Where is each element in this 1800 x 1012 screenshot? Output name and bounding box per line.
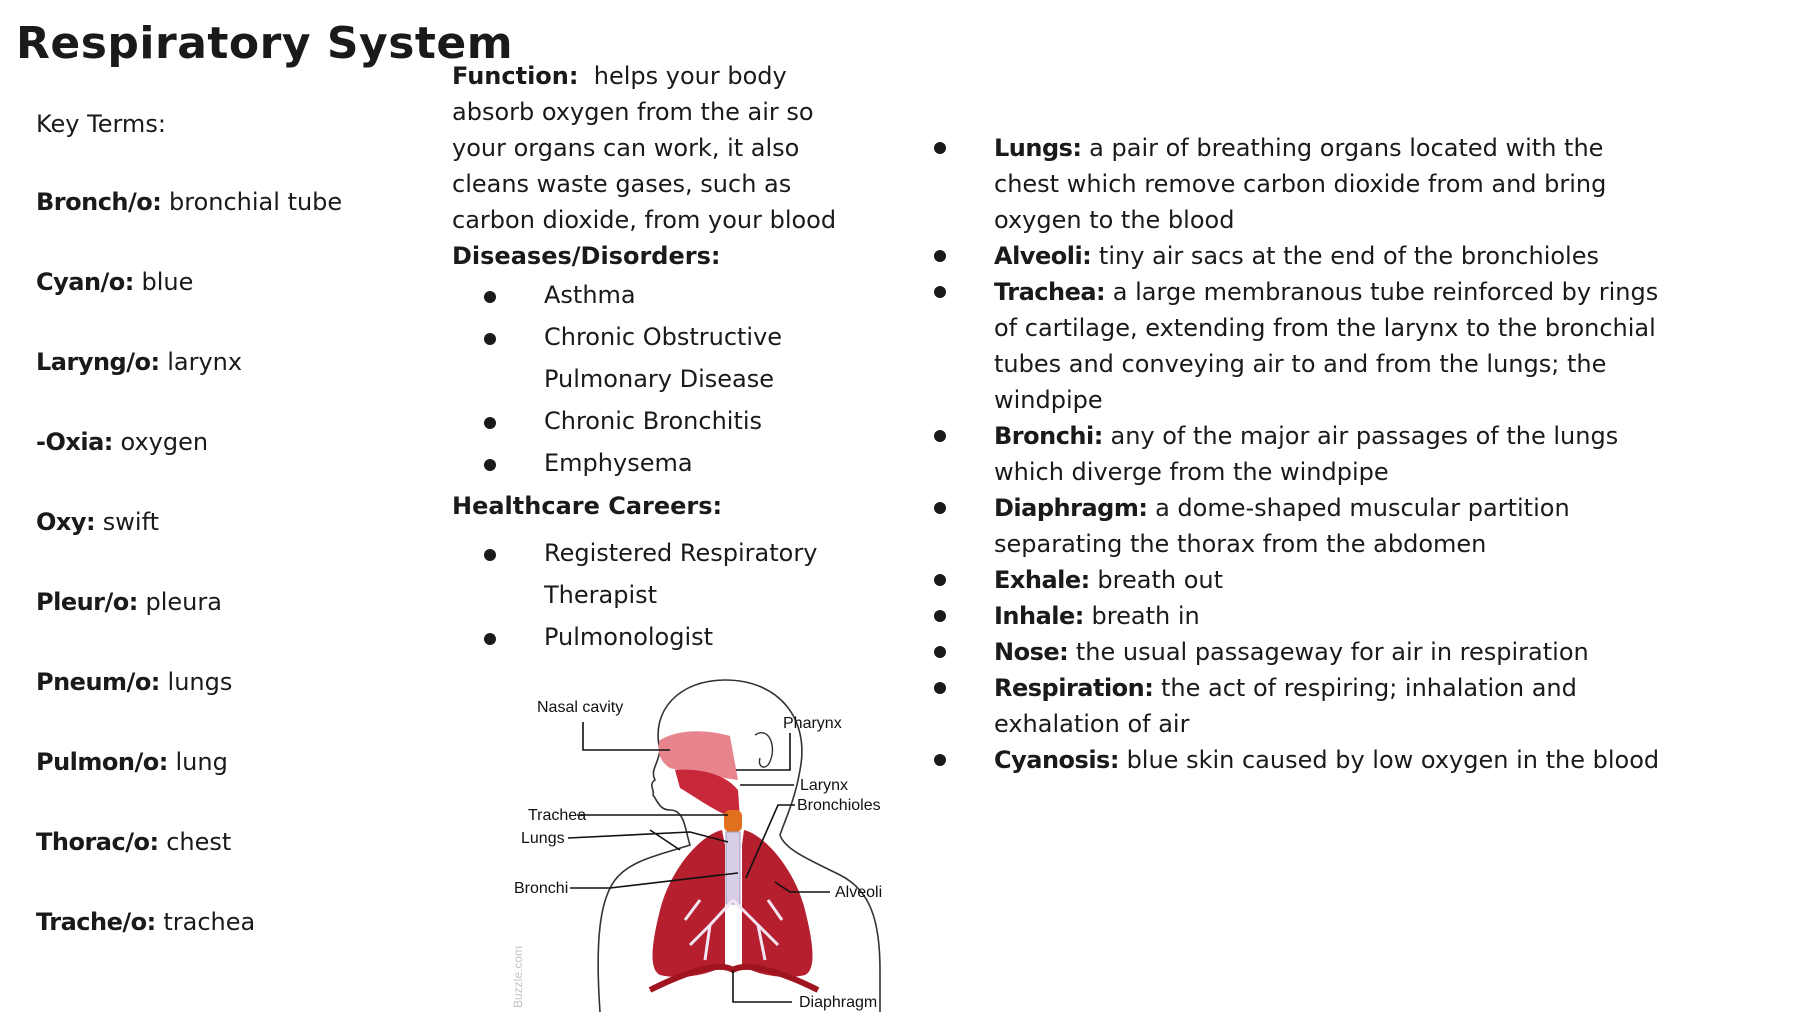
key-term bbox=[36, 588, 222, 616]
glossary-term: Diaphragm: bbox=[994, 494, 1148, 522]
glossary-definition: blue skin caused by low oxygen in the blood bbox=[1126, 746, 1660, 774]
disease-name: Emphysema bbox=[544, 449, 693, 477]
key-term-definition: swift bbox=[102, 508, 160, 536]
key-term bbox=[36, 188, 342, 216]
disease-name: Chronic Obstructive bbox=[544, 323, 783, 351]
key-term-definition: lungs bbox=[167, 668, 233, 696]
key-term bbox=[36, 508, 159, 536]
glossary-definition: tiny air sacs at the end of the bronchioles bbox=[1098, 242, 1599, 270]
glossary-term: Bronchi: bbox=[994, 422, 1103, 450]
glossary-definition: breath in bbox=[1091, 602, 1200, 630]
ear-icon bbox=[755, 733, 772, 767]
glossary-column bbox=[932, 130, 1662, 778]
label-lungs: Lungs bbox=[521, 830, 565, 847]
glossary-definition: a dome-shaped muscular partition separating the thorax from the abdomen bbox=[994, 494, 1570, 558]
glossary-item bbox=[932, 490, 1662, 562]
glossary-item bbox=[932, 634, 1662, 670]
glossary-item bbox=[932, 418, 1662, 490]
key-term-definition: blue bbox=[141, 268, 194, 296]
glossary-term: Lungs: bbox=[994, 134, 1082, 162]
glossary-term: Inhale: bbox=[994, 602, 1084, 630]
glossary-item bbox=[932, 562, 1662, 598]
key-term bbox=[36, 828, 231, 856]
function-text-line: cleans waste gases, such as bbox=[452, 170, 792, 198]
glossary-definition: the act of respiring; inhalation and exhalation of air bbox=[994, 674, 1577, 738]
key-term-name: Pneum/o: bbox=[36, 668, 160, 696]
function-text-line: absorb oxygen from the air so bbox=[452, 98, 814, 126]
key-term-name: Pleur/o: bbox=[36, 588, 138, 616]
key-term-name: Cyan/o: bbox=[36, 268, 134, 296]
disease-name: Asthma bbox=[544, 281, 636, 309]
key-term-definition: oxygen bbox=[120, 428, 209, 456]
leader-line-pharynx bbox=[736, 733, 790, 770]
disease-item bbox=[452, 442, 872, 484]
key-term-name: Oxy: bbox=[36, 508, 96, 536]
glossary-definition: a large membranous tube reinforced by rings of cartilage, extending from the larynx to the bronchial tubes and conveying air to and from the lungs; the windpipe bbox=[994, 278, 1659, 414]
key-term-name: Bronch/o: bbox=[36, 188, 162, 216]
label-diaphragm: Diaphragm bbox=[799, 994, 878, 1011]
glossary-term: Exhale: bbox=[994, 566, 1090, 594]
key-term-definition: chest bbox=[166, 828, 232, 856]
key-term bbox=[36, 668, 232, 696]
label-trachea: Trachea bbox=[528, 807, 587, 824]
function-label: Function: bbox=[452, 62, 579, 90]
careers-heading: Healthcare Careers: bbox=[452, 492, 723, 520]
label-bronchioles: Bronchioles bbox=[797, 797, 881, 814]
key-term-definition: larynx bbox=[167, 348, 243, 376]
function-text-line: carbon dioxide, from your blood bbox=[452, 206, 837, 234]
function-text-line: helps your body bbox=[593, 62, 787, 90]
glossary-item bbox=[932, 238, 1662, 274]
label-larynx: Larynx bbox=[800, 777, 849, 794]
glossary-term: Cyanosis: bbox=[994, 746, 1119, 774]
glossary-list bbox=[932, 130, 1662, 778]
key-term-definition: lung bbox=[175, 748, 228, 776]
glossary-item bbox=[932, 130, 1662, 238]
disease-item bbox=[452, 400, 872, 442]
glossary-definition: the usual passageway for air in respiration bbox=[1075, 638, 1589, 666]
right-lung-shape bbox=[742, 830, 813, 977]
key-term-definition: trachea bbox=[163, 908, 256, 936]
watermark: Buzzle.com bbox=[511, 945, 525, 1008]
middle-column bbox=[452, 58, 872, 658]
label-alveoli: Alveoli bbox=[835, 884, 883, 901]
diseases-heading: Diseases/Disorders: bbox=[452, 242, 721, 270]
key-terms-heading: Key Terms: bbox=[36, 110, 166, 138]
glossary-definition: breath out bbox=[1097, 566, 1224, 594]
glossary-item bbox=[932, 670, 1662, 742]
label-nasal-cavity: Nasal cavity bbox=[537, 699, 624, 716]
function-section bbox=[452, 58, 872, 238]
left-lung-shape bbox=[653, 830, 726, 977]
glossary-term: Alveoli: bbox=[994, 242, 1092, 270]
glossary-definition: any of the major air passages of the lungs which diverge from the windpipe bbox=[994, 422, 1619, 486]
disease-name-cont: Pulmonary Disease bbox=[544, 365, 775, 393]
respiratory-system-diagram bbox=[510, 670, 910, 1012]
career-name-cont: Therapist bbox=[544, 581, 658, 609]
key-term bbox=[36, 268, 193, 296]
careers-list bbox=[452, 532, 872, 658]
trachea-shape bbox=[726, 832, 740, 904]
key-term-name: Pulmon/o: bbox=[36, 748, 168, 776]
career-name: Registered Respiratory bbox=[544, 539, 818, 567]
label-pharynx: Pharynx bbox=[783, 715, 842, 732]
key-term bbox=[36, 748, 228, 776]
leader-line-nasal bbox=[583, 722, 670, 750]
larynx-shape bbox=[724, 810, 742, 832]
key-term-name: Laryng/o: bbox=[36, 348, 160, 376]
glossary-term: Nose: bbox=[994, 638, 1069, 666]
key-term bbox=[36, 348, 242, 376]
career-item bbox=[452, 532, 872, 616]
diseases-list bbox=[452, 274, 872, 484]
function-text-line: your organs can work, it also bbox=[452, 134, 800, 162]
glossary-definition: a pair of breathing organs located with the chest which remove carbon dioxide from and bring oxygen to the blood bbox=[994, 134, 1607, 234]
disease-item bbox=[452, 316, 872, 400]
glossary-term: Respiration: bbox=[994, 674, 1154, 702]
key-term-definition: bronchial tube bbox=[169, 188, 343, 216]
key-term-name: -Oxia: bbox=[36, 428, 113, 456]
glossary-term: Trachea: bbox=[994, 278, 1106, 306]
glossary-item bbox=[932, 274, 1662, 418]
glossary-item bbox=[932, 598, 1662, 634]
label-bronchi: Bronchi bbox=[514, 880, 569, 897]
career-name: Pulmonologist bbox=[544, 623, 714, 651]
key-term bbox=[36, 908, 255, 936]
key-term-definition: pleura bbox=[145, 588, 222, 616]
key-term-name: Thorac/o: bbox=[36, 828, 159, 856]
disease-name: Chronic Bronchitis bbox=[544, 407, 763, 435]
key-term-name: Trache/o: bbox=[36, 908, 156, 936]
page-title: Respiratory System bbox=[16, 18, 514, 69]
glossary-item bbox=[932, 742, 1662, 778]
career-item bbox=[452, 616, 872, 658]
disease-item bbox=[452, 274, 872, 316]
key-term bbox=[36, 428, 208, 456]
